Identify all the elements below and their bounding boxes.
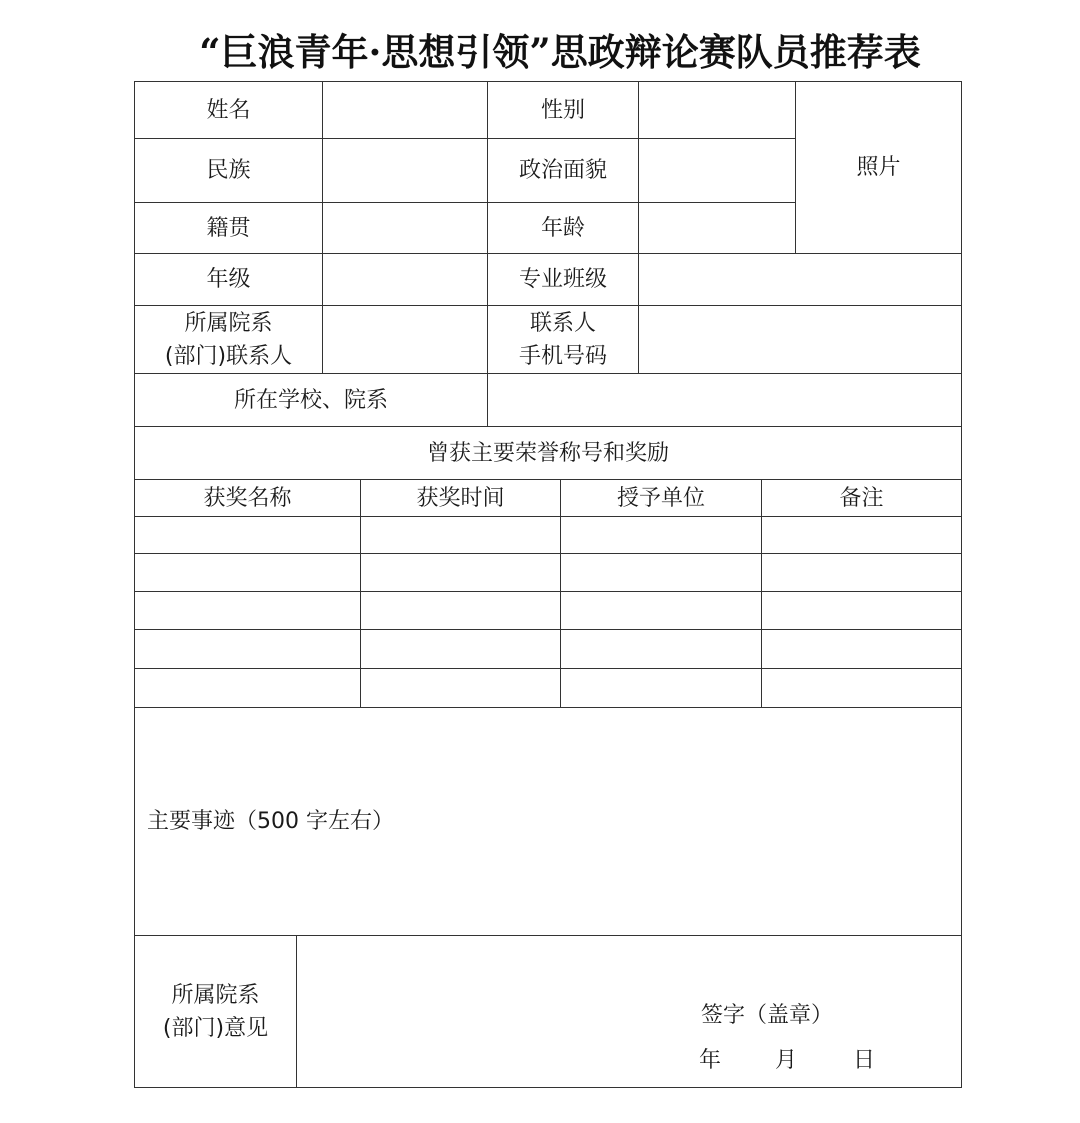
awards-cell[interactable]: [561, 517, 761, 553]
photo-label: 照片: [856, 155, 901, 180]
awards-cell[interactable]: [561, 592, 761, 629]
political-status-field[interactable]: [639, 139, 795, 202]
awards-cell[interactable]: [135, 554, 360, 591]
awards-cell[interactable]: [361, 669, 560, 707]
native-place-label: 籍贯: [206, 215, 251, 241]
main-deeds-field[interactable]: [135, 708, 961, 935]
gender-field[interactable]: [639, 82, 795, 138]
awards-cell[interactable]: [361, 592, 560, 629]
school-dept-field[interactable]: [488, 374, 961, 426]
photo-box[interactable]: [796, 82, 961, 253]
awards-cell[interactable]: [135, 669, 360, 707]
dept-opinion-label: [135, 936, 296, 1087]
border-right: [961, 81, 962, 1088]
awards-cell[interactable]: [361, 630, 560, 668]
name-label: 姓名: [206, 97, 251, 123]
major-class-label: 专业班级: [518, 267, 607, 292]
contact-phone-label-line2: 手机号码: [518, 343, 607, 369]
contact-phone-label: [488, 306, 638, 373]
awards-cell[interactable]: [135, 517, 360, 553]
political-status-label: 政治面貌: [518, 158, 607, 183]
dept-opinion-field[interactable]: [297, 936, 961, 1087]
awards-cell[interactable]: [762, 630, 961, 668]
awards-cell[interactable]: [561, 669, 761, 707]
awards-cell[interactable]: [135, 592, 360, 629]
grade-field[interactable]: [323, 254, 487, 305]
ethnicity-field[interactable]: [323, 139, 487, 202]
dept-contact-label-line1: 所属院系: [184, 310, 273, 336]
awards-cell[interactable]: [361, 554, 560, 591]
ethnicity-label: 民族: [206, 158, 251, 183]
awards-cell[interactable]: [561, 630, 761, 668]
awards-cell[interactable]: [762, 517, 961, 553]
awards-cell[interactable]: [762, 554, 961, 591]
age-field[interactable]: [639, 203, 795, 253]
dept-contact-label-line2: (部门)联系人: [164, 343, 293, 369]
name-field[interactable]: [323, 82, 487, 138]
dept-contact-field[interactable]: [323, 306, 487, 373]
awards-col-header: 获奖名称: [203, 485, 292, 511]
major-class-field[interactable]: [639, 254, 961, 305]
awards-col-header: 授予单位: [616, 485, 705, 511]
awards-col-header: 获奖时间: [416, 485, 505, 511]
dept-opinion-label-line2: (部门)意见: [162, 1015, 269, 1041]
awards-cell[interactable]: [762, 669, 961, 707]
border-bottom: [134, 1087, 962, 1088]
contact-phone-label-line1: 联系人: [529, 310, 596, 336]
dept-opinion-label-line1: 所属院系: [171, 982, 260, 1008]
awards-cell[interactable]: [762, 592, 961, 629]
form-title: “巨浪青年·思想引领”思政辩论赛队员推荐表: [199, 30, 921, 74]
date-year-label: 年: [698, 1047, 721, 1073]
gender-label: 性别: [540, 97, 585, 123]
grade-label: 年级: [206, 267, 251, 292]
dept-contact-label: [135, 306, 322, 373]
awards-col-header: 备注: [839, 485, 884, 511]
contact-phone-field[interactable]: [639, 306, 961, 373]
date-month-label: 月: [774, 1047, 797, 1073]
native-place-field[interactable]: [323, 203, 487, 253]
honors-heading: 曾获主要荣誉称号和奖励: [426, 440, 669, 466]
awards-cell[interactable]: [561, 554, 761, 591]
signature-label: 签字（盖章）: [700, 1002, 833, 1028]
date-day-label: 日: [852, 1047, 875, 1073]
main-deeds-label: 主要事迹（500 字左右）: [147, 809, 394, 834]
awards-cell[interactable]: [361, 517, 560, 553]
school-dept-label: 所在学校、院系: [233, 387, 388, 413]
age-label: 年龄: [540, 215, 585, 241]
awards-cell[interactable]: [135, 630, 360, 668]
